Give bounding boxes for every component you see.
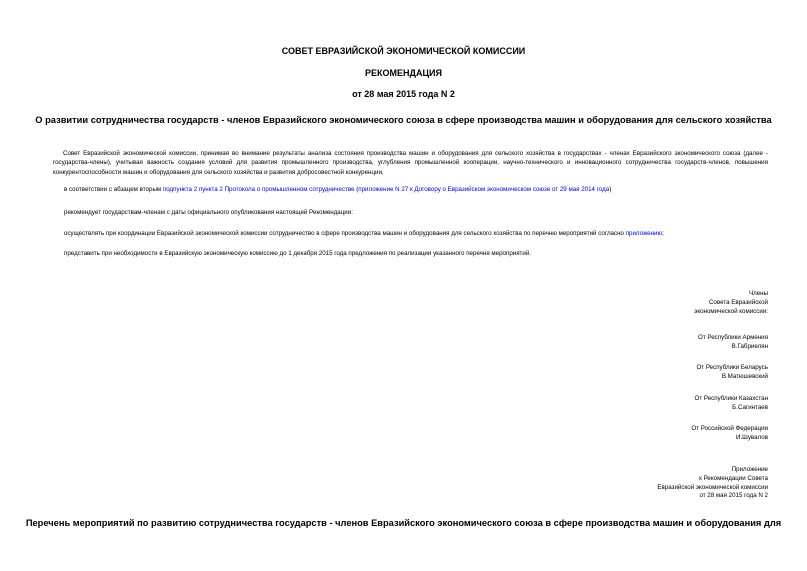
signature-block: [696, 364, 768, 382]
doc-title: О развитии сотрудничества государств - членов Евразийского экономического союза в сфере производства машин и оборудования для сельского хозяйства: [35, 115, 772, 125]
signatures-heading-line: Совета Евразийской: [708, 298, 768, 306]
signature-name: Б.Сагинтаев: [732, 403, 768, 411]
signature-name: И.Шувалов: [736, 433, 768, 441]
basis-middle: (: [354, 186, 359, 193]
signature-country: От Республики Казахстан: [694, 395, 768, 402]
signature-block: [695, 395, 768, 413]
item2-paragraph: представить при необходимости в Евразийскую экономическую комиссию до 1 декабря 2015 года предложения по реализации указанного перечня мероприятий.: [64, 250, 532, 257]
appendix-line: к Рекомендации Совета: [699, 474, 768, 482]
signature-block: [691, 425, 768, 443]
basis-paragraph: [64, 186, 611, 193]
signatures-heading-line: экономической комиссии:: [694, 307, 768, 315]
signature-country: От Республики Армения: [698, 334, 768, 341]
signature-name: В.Матюшевский: [721, 372, 768, 380]
signature-country: От Республики Беларусь: [696, 364, 768, 371]
protocol-link[interactable]: подпункта 2 пункта 2 Протокола о промышленном сотрудничестве: [162, 186, 355, 193]
appendix-title: Перечень мероприятий по развитию сотрудничества государств - членов Евразийского экономического союза в сфере производства машин и оборудования для: [25, 518, 782, 528]
appendix-line: Приложение: [731, 466, 768, 473]
recommends-paragraph: рекомендует государствам-членам с даты официального опубликования настоящей Рекомендации:: [64, 209, 353, 216]
signature-name: В.Габриелян: [731, 342, 768, 350]
item1-paragraph: [64, 230, 664, 237]
treaty-appendix-link[interactable]: приложение N 27 к Договору о Евразийском экономическом союзе от 29 мая 2014 года: [358, 186, 610, 193]
org-heading: СОВЕТ ЕВРАЗИЙСКОЙ ЭКОНОМИЧЕСКОЙ КОМИССИИ: [281, 46, 526, 56]
appendix-header: [657, 466, 768, 501]
basis-prefix: в соответствии с абзацем вторым: [64, 186, 163, 193]
signature-block: [698, 334, 768, 352]
intro-paragraph: Совет Евразийской экономической комиссии, принимая во внимание результаты анализа состояния производства машин и оборудования для сельского хозяйства в государствах - членах Евразийского экономического союза (далее - государства-члены), учитывая важность создания условий для развития промышленного производства, углубления промышленной кооперации, научно-технического и инновационного сотрудничества государств-членов, повышения конкурентоспособности машин и оборудования для сельского хозяйства и развития добросовестной конкуренции,: [53, 150, 768, 176]
item1-suffix: ;: [662, 230, 664, 237]
appendix-line: от 28 мая 2015 года N 2: [699, 492, 768, 500]
appendix-link[interactable]: приложению: [625, 230, 663, 237]
doc-type-heading: РЕКОМЕНДАЦИЯ: [365, 68, 442, 78]
basis-suffix: ): [609, 186, 612, 193]
signatures-heading: [694, 290, 768, 316]
doc-date: от 28 мая 2015 года N 2: [352, 89, 455, 99]
signature-country: От Российской Федерации: [691, 425, 768, 432]
signatures-heading-line: Члены: [748, 290, 768, 297]
appendix-line: Евразийской экономической комиссии: [657, 483, 768, 491]
item1-text: осуществлять при координации Евразийской экономической комиссии сотрудничество в сфере производства машин и оборудования для сельского хозяйства по перечню мероприятий согласно: [64, 230, 626, 237]
